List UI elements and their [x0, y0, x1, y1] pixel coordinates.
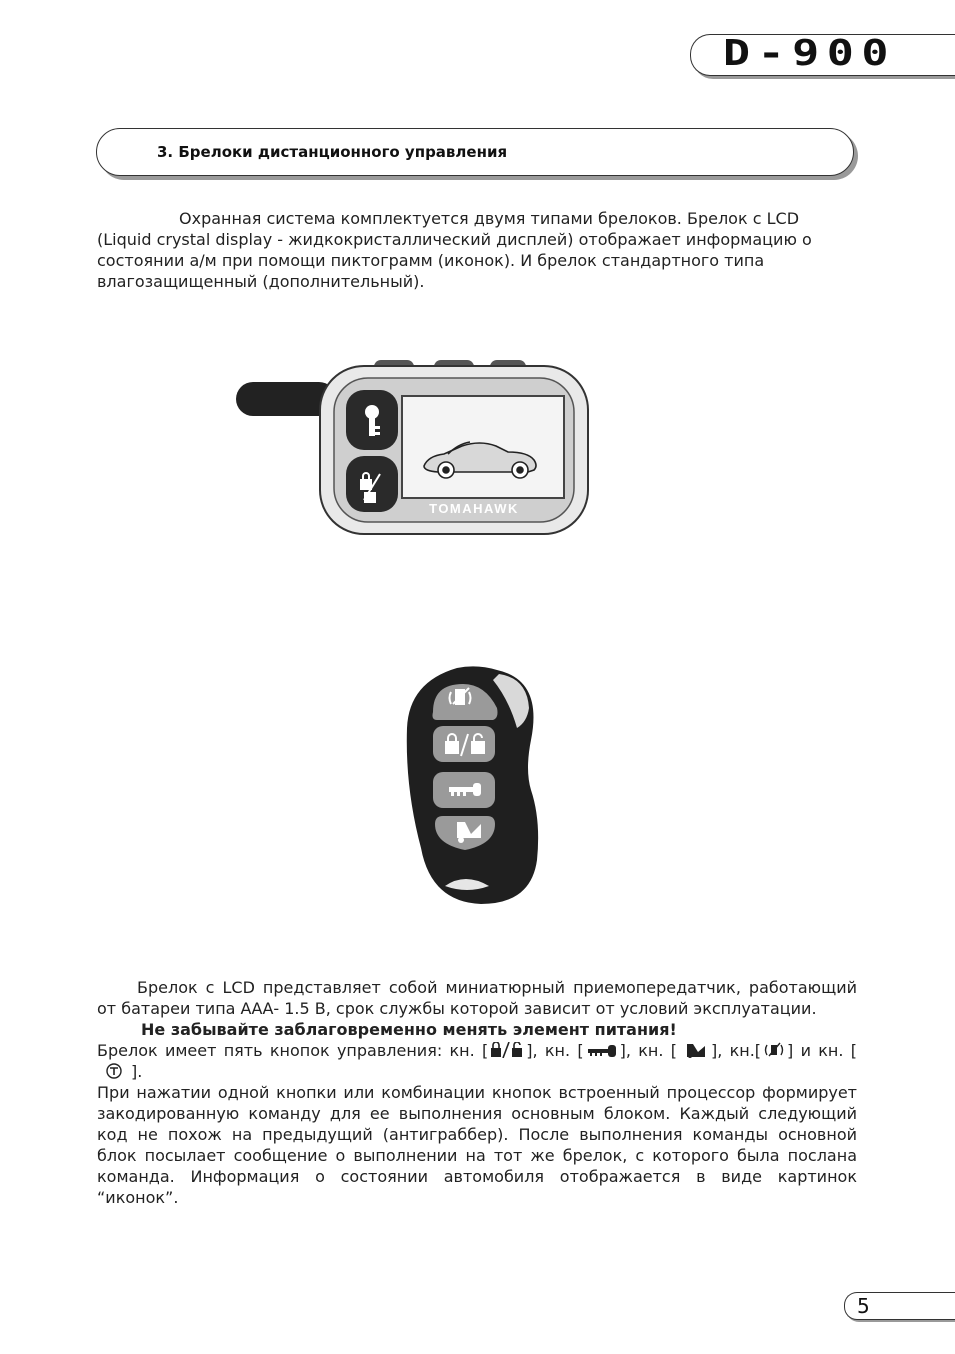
silent-mode-icon [763, 1042, 785, 1058]
key-icon [586, 1044, 618, 1058]
lcd-key-fob-image [234, 360, 594, 540]
lock-unlock-icon [490, 1042, 524, 1058]
brand-logo: TOMAHAWK [429, 501, 519, 516]
model-name: D-900 [723, 33, 896, 74]
body-text [97, 977, 857, 1208]
page-number: 5 [857, 1294, 870, 1318]
battery-paragraph: Брелок с LCD представляет собой миниатюрный приемопередатчик, работающий от батареи типа ААА- 1.5 В, срок службы которой зависит от условий эксплуатации. [97, 978, 857, 1018]
section-header [96, 128, 854, 176]
timer-icon [99, 1063, 129, 1079]
buttons-paragraph: Брелок имеет пять кнопок управления: кн. [ ], кн. [ ], кн. [ ], кн.[ ] и кн. []. [97, 1041, 858, 1081]
model-badge [690, 34, 955, 76]
page-number-tab [844, 1292, 955, 1320]
battery-warning: Не забывайте заблаговременно менять элемент питания! [141, 1020, 677, 1039]
trunk-icon [679, 1042, 709, 1058]
processor-paragraph: При нажатии одной кнопки или комбинации кнопок встроенный процессор формирует закодированную команду для ее выполнения основным блоком. Каждый следующий код не похож на предыдущий (антиграббер). После выполнения команды основной блок посылает сообщение о выполнении на тот же брелок, с которого была послана команда. Информация о состоянии автомобиля отображается в виде картинок “иконок”. [97, 1083, 857, 1207]
intro-paragraph: Охранная система комплектуется двумя типами брелоков. Брелок с LCD (Liquid crystal display - жидкокристаллический дисплей) отображает информацию о состоянии а/м при помощи пиктограмм (иконок). И брелок стандартного типа влагозащищенный (дополнительный). [97, 209, 812, 291]
standard-key-fob-image [405, 662, 555, 908]
section-title: 3. Брелоки дистанционного управления [157, 143, 508, 161]
